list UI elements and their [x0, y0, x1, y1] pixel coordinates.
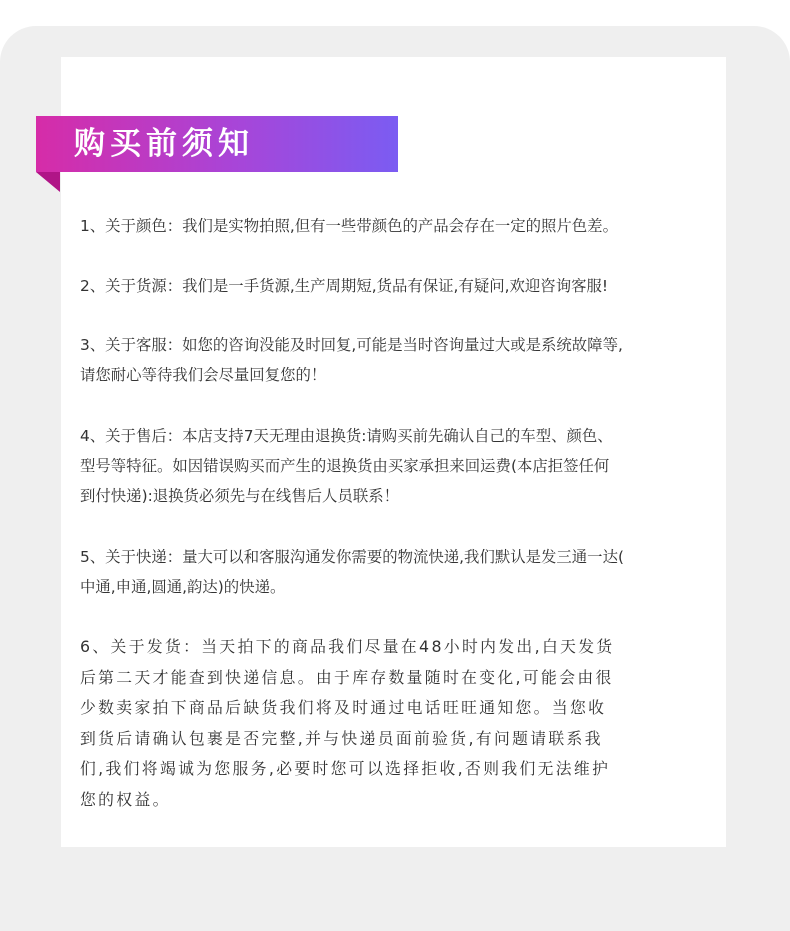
notice-item-customer-service	[80, 330, 720, 390]
notice-line: 您的权益。	[80, 789, 171, 809]
notice-line: 少数卖家拍下商品后缺货我们将及时通过电话旺旺通知您。当您收	[80, 698, 607, 717]
notice-item-shipping	[80, 632, 720, 815]
notice-item-color	[80, 211, 720, 241]
notice-line: 后第二天才能查到快递信息。由于库存数量随时在变化,可能会由很	[80, 667, 614, 687]
notice-item-courier	[80, 542, 720, 602]
notice-line: 型号等特征。如因错误购买而产生的退换货由买家承担来回运费(本店拒签任何	[80, 457, 610, 475]
page-title: 购买前须知	[74, 126, 254, 162]
notice-line: 请您耐心等待我们会尽量回复您的！	[80, 366, 327, 384]
notice-line: 到货后请确认包裹是否完整,并与快递员面前验货,有问题请联系我	[80, 728, 603, 748]
notice-line: 到付快递):退换货必须先与在线售后人员联系！	[80, 487, 400, 505]
banner-fold	[36, 172, 60, 192]
notice-item-after-sales	[80, 421, 720, 511]
notice-line: 2、关于货源：我们是一手货源,生产周期短,货品有保证,有疑问,欢迎咨询客服!	[80, 277, 609, 295]
notice-item-source	[80, 271, 720, 301]
notice-line: 6、关于发货：当天拍下的商品我们尽量在48小时内发出,白天发货	[80, 637, 615, 656]
notice-line: 4、关于售后：本店支持7天无理由退换货:请购买前先确认自己的车型、颜色、	[80, 427, 613, 445]
notice-line: 1、关于颜色：我们是实物拍照,但有一些带颜色的产品会存在一定的照片色差。	[80, 217, 618, 235]
notice-line: 们,我们将竭诚为您服务,必要时您可以选择拒收,否则我们无法维护	[80, 759, 611, 778]
notice-list	[80, 211, 720, 815]
notice-line: 中通,申通,圆通,韵达)的快递。	[80, 578, 286, 596]
notice-line: 3、关于客服：如您的咨询没能及时回复,可能是当时咨询量过大或是系统故障等,	[80, 336, 623, 354]
notice-line: 5、关于快递：量大可以和客服沟通发你需要的物流快递,我们默认是发三通一达(	[80, 548, 624, 566]
